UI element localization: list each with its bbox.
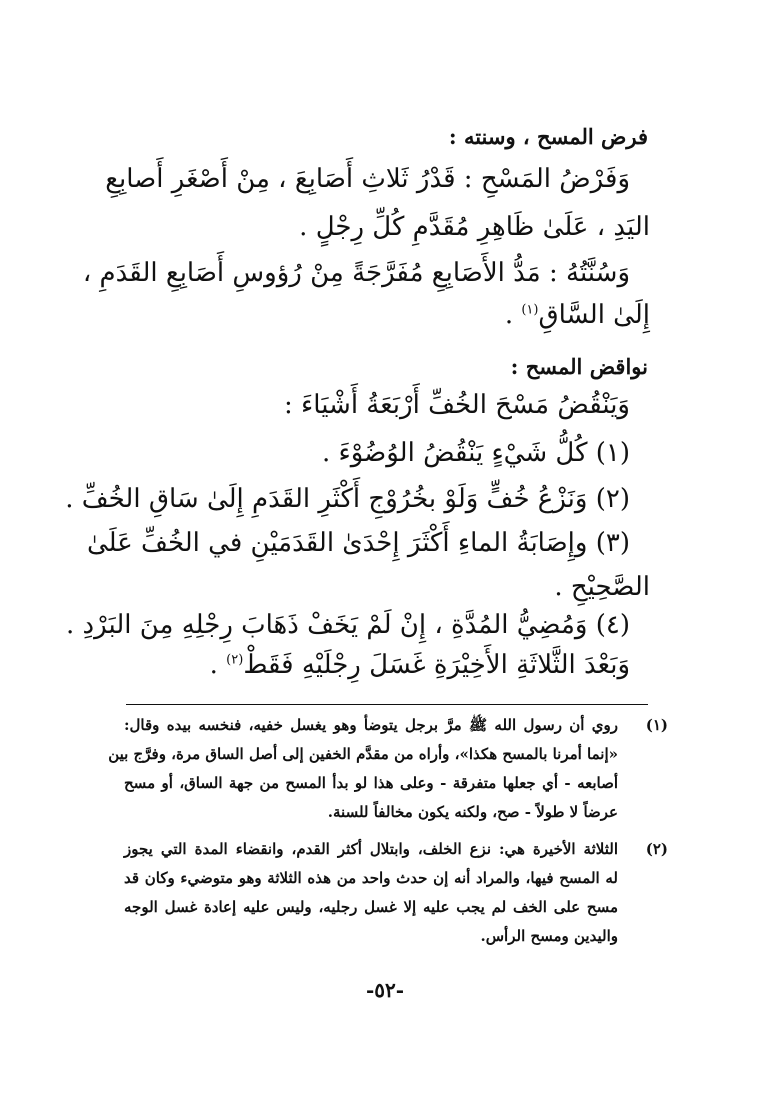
footnote-ref-1: (١) <box>521 302 539 318</box>
footnote-1-line-2: «إنما أمرنا بالمسح هكذا»، وأراه من مقدَّم الخفين إلى أصل الساق مرة، وفرَّج بين <box>108 745 618 763</box>
footnote-ref-2: (٢) <box>226 652 244 668</box>
fard-line-2: اليَدِ ، عَلَىٰ ظَاهِرِ مُقَدَّمِ كُلِّ رِجْلٍ . <box>299 212 650 242</box>
footnote-2-line-2: له المسح فيها، والمراد أنه إن حدث واحد من هذه الثلاثة وهو متوضيء وكان قد <box>124 869 618 887</box>
sunna-line-2-text: إِلَىٰ السَّاقِ <box>538 300 650 330</box>
sunna-line-2-end: . <box>504 300 522 330</box>
sunna-line-1: وَسُنَّتُهُ : مَدُّ الأَصَابِعِ مُفَرَّجَةً مِنْ رُؤوسِ أَصَابِعِ القَدَمِ ، <box>82 258 630 288</box>
footnote-2-line-1: الثلاثة الأخيرة هي: نزع الخلف، وابتلال أكثر القدم، وانقضاء المدة التي يجوز <box>124 840 618 858</box>
section-heading-nawaqid: نواقض المسح : <box>510 354 648 379</box>
footnote-1-line-3: أصابعه - أي جعلها متفرقة - وعلى هذا لو بدأ المسح من جهة الساق، أو مسح <box>124 774 618 792</box>
page-number: -٥٢- <box>365 978 405 1002</box>
fard-line-1: وَفَرْضُ المَسْحِ : قَدْرُ ثَلاثِ أَصَابِعَ ، مِنْ أَصْغَرِ أَصابِعِ <box>105 164 630 194</box>
list-item-1: (١) كُلُّ شَيْءٍ يَنْقُضُ الوُضُوْءَ . <box>321 438 630 468</box>
closing-line-end: . <box>209 650 227 680</box>
list-item-3-line-2: الصَّحِيْحِ . <box>554 572 650 602</box>
closing-line-text: وَبَعْدَ الثَّلاثَةِ الأَخِيْرَةِ غَسَلَ رِجْلَيْهِ فَقَطْ <box>243 650 630 680</box>
footnote-1-line-4: عرضاً لا طولاً - صح، ولكنه يكون مخالفاً للسنة. <box>327 803 618 821</box>
list-item-4: (٤) وَمُضِيُّ المُدَّةِ ، إِنْ لَمْ يَخَفْ ذَهَابَ رِجْلِهِ مِنَ البَرْدِ . <box>66 610 630 640</box>
list-item-2: (٢) وَنَزْعُ خُفٍّ وَلَوْ بخُرُوْجِ أَكْثَرِ القَدَمِ إِلَىٰ سَاقِ الخُفِّ . <box>65 484 630 514</box>
footnote-2-number: (٢) <box>645 840 668 858</box>
footnote-2-line-4: واليدين ومسح الرأس. <box>480 927 618 945</box>
footnote-1-line-1: روي أن رسول الله ﷺ مرَّ برجل يتوضأ وهو يغسل خفيه، فنخسه بيده وقال: <box>124 716 618 734</box>
closing-line <box>210 650 630 680</box>
section-heading-mash: فرض المسح ، وسنته : <box>448 124 648 149</box>
footnote-divider <box>126 704 648 705</box>
footnote-2-line-3: مسح على الخف لم يجب عليه إلا غسل رجليه، وليس عليه إعادة غسل الوجه <box>124 898 618 916</box>
nawaqid-intro: وَيَنْقُضُ مَسْحَ الخُفِّ أَرْبَعَةُ أَشْيَاءَ : <box>284 390 630 420</box>
footnote-1-number: (١) <box>645 716 668 734</box>
list-item-3-line-1: (٣) وإِصَابَةُ الماءِ أَكْثَرَ إِحْدَىٰ القَدَمَيْنِ في الخُفِّ عَلَىٰ <box>87 528 630 558</box>
sunna-line-2 <box>505 300 650 330</box>
